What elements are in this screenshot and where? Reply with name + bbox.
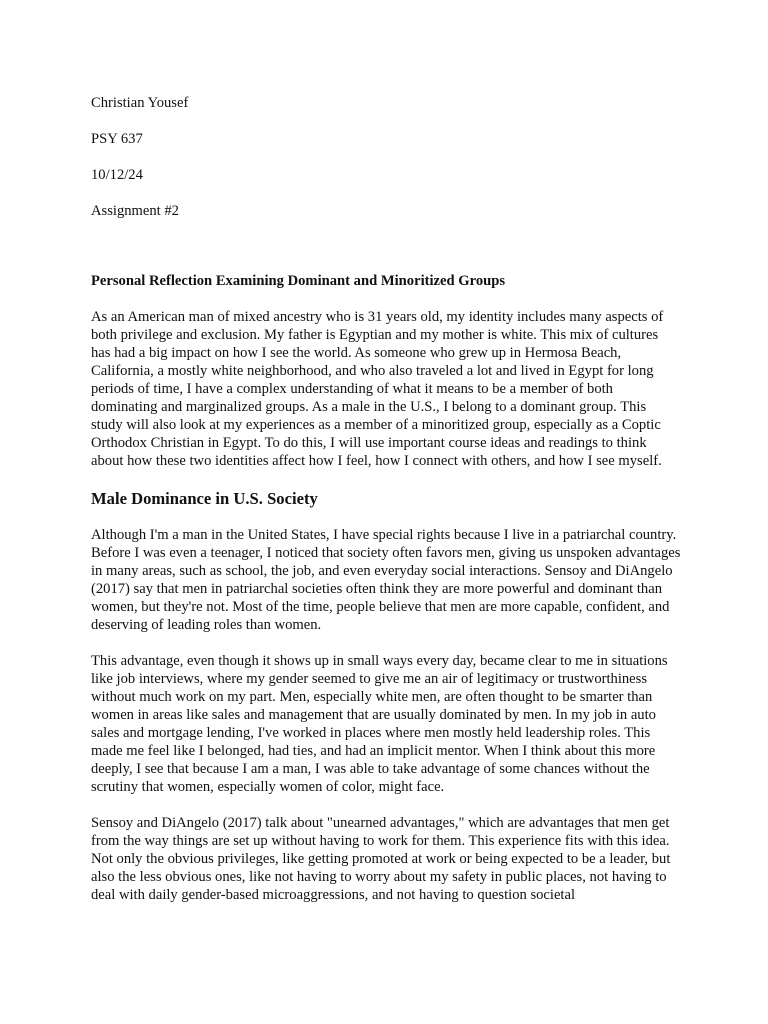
author-name: Christian Yousef [91, 95, 189, 111]
intro-paragraph: As an American man of mixed ancestry who is 31 years old, my identity includes many aspects of both privilege and exclusion. My father is Egyptian and my mother is white. This mix of cultures has had a big impact on how I see the world. As someone who grew up in Hermosa Beach, California, a mostly white neighborhood, and who also traveled a lot and lived in Egypt for long periods of time, I have a complex understanding of what it means to be a member of both dominating and marginalized groups. As a male in the U.S., I belong to a dominant group. This study will also look at my experiences as a member of a minoritized group, especially as a Coptic Orthodox Christian in Egypt. To do this, I will use important course ideas and readings to think about how these two identities affect how I feel, how I connect with others, and how I see myself. [91, 309, 664, 469]
course-code: PSY 637 [91, 131, 143, 147]
document-body [91, 94, 681, 922]
body-paragraph: This advantage, even though it shows up in small ways every day, became clear to me in situations like job interviews, where my gender seemed to give me an air of legitimacy or trustworthiness without much work on my part. Men, especially white men, are often thought to be smarter than women in areas like sales and management that are usually dominated by men. In my job in auto sales and mortgage lending, I've worked in places where men mostly held leadership roles. This made me feel like I belonged, had ties, and had an implicit mentor. When I think about this more deeply, I see that because I am a man, I was able to take advantage of some chances without the scrutiny that women, especially women of color, might face. [91, 653, 668, 795]
section-heading: Male Dominance in U.S. Society [91, 489, 318, 508]
body-paragraph: Although I'm a man in the United States, I have special rights because I live in a patriarchal country. Before I was even a teenager, I noticed that society often favors men, giving us unspoken advantages in many areas, such as school, the job, and even everyday social interactions. Sensoy and DiAngelo (2017) say that men in patriarchal societies often think they are more powerful and dominant than women, but they're not. Most of the time, people believe that men are more capable, confident, and deserving of leading roles than women. [91, 527, 681, 633]
document-date: 10/12/24 [91, 167, 143, 183]
body-paragraph: Sensoy and DiAngelo (2017) talk about "unearned advantages," which are advantages that men get from the way things are set up without having to work for them. This experience fits with this idea. Not only the obvious privileges, like getting promoted at work or being expected to be a leader, but also the less obvious ones, like not having to worry about my safety in public places, not having to deal with daily gender-based microaggressions, and not having to question societal [91, 815, 671, 903]
assignment-label: Assignment #2 [91, 203, 179, 219]
document-title: Personal Reflection Examining Dominant and Minoritized Groups [91, 273, 506, 289]
